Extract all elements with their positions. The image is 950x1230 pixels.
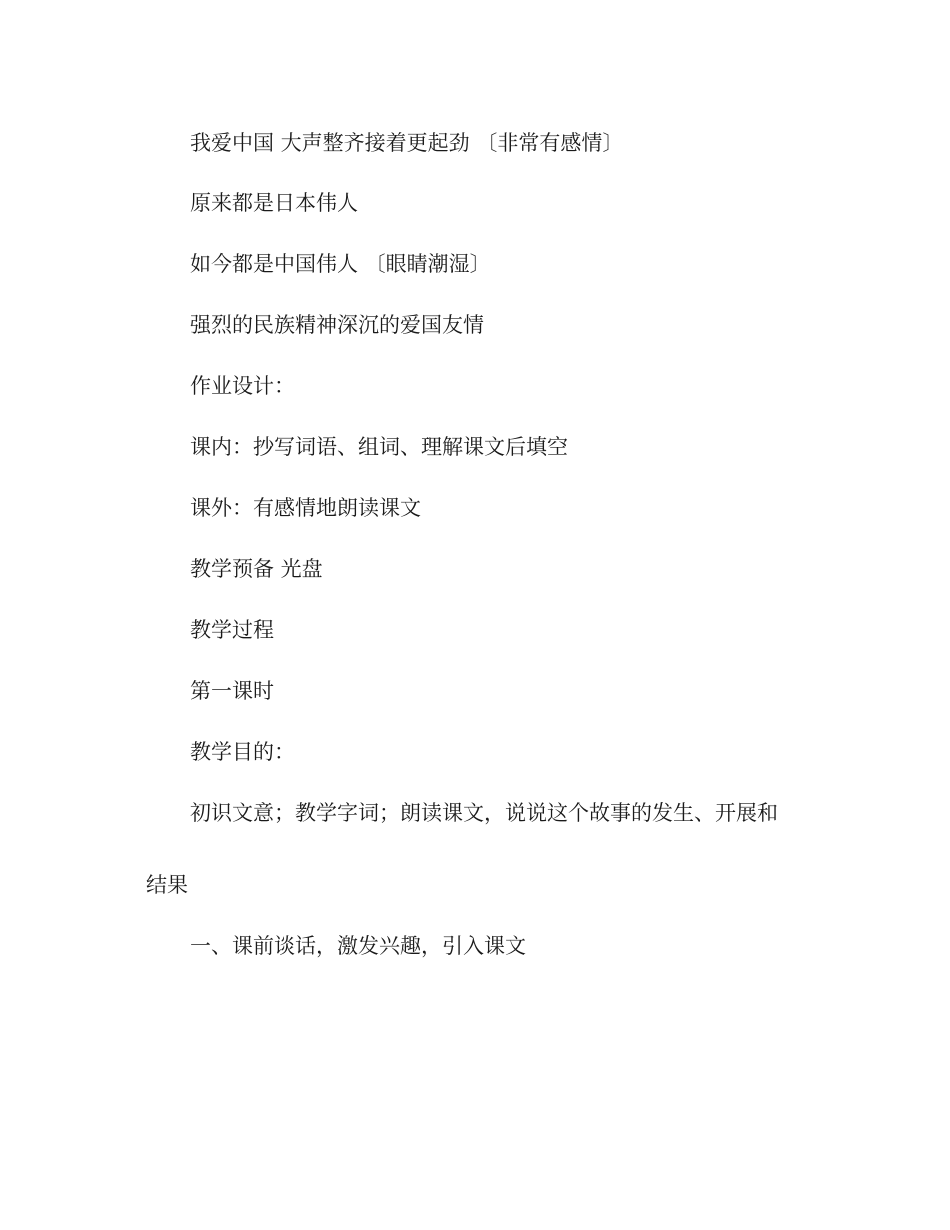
- teaching-goal-text: 初识文意；教学字词；朗读课文，说说这个故事的发生、开展和: [190, 801, 778, 825]
- teaching-goal-text-continued: 结果: [146, 873, 188, 897]
- section-one-heading: 一、课前谈话，激发兴趣，引入课文: [190, 934, 526, 958]
- homework-after-class: 课外：有感情地朗读课文: [190, 496, 421, 520]
- text-line-japanese-great: 原来都是日本伟人: [190, 191, 358, 215]
- teaching-goal-heading: 教学目的：: [190, 740, 295, 764]
- teaching-process-heading: 教学过程: [190, 618, 274, 642]
- first-lesson-heading: 第一课时: [190, 679, 274, 703]
- text-line-love-china: 我爱中国 大声整齐接着更起劲 〔非常有感情〕: [190, 131, 624, 155]
- homework-in-class: 课内：抄写词语、组词、理解课文后填空: [190, 435, 568, 459]
- text-line-national-spirit: 强烈的民族精神深沉的爱国友情: [190, 313, 484, 337]
- text-line-chinese-great: 如今都是中国伟人 〔眼睛潮湿〕: [190, 252, 491, 276]
- homework-heading: 作业设计：: [190, 374, 295, 398]
- teaching-preparation: 教学预备 光盘: [190, 557, 323, 581]
